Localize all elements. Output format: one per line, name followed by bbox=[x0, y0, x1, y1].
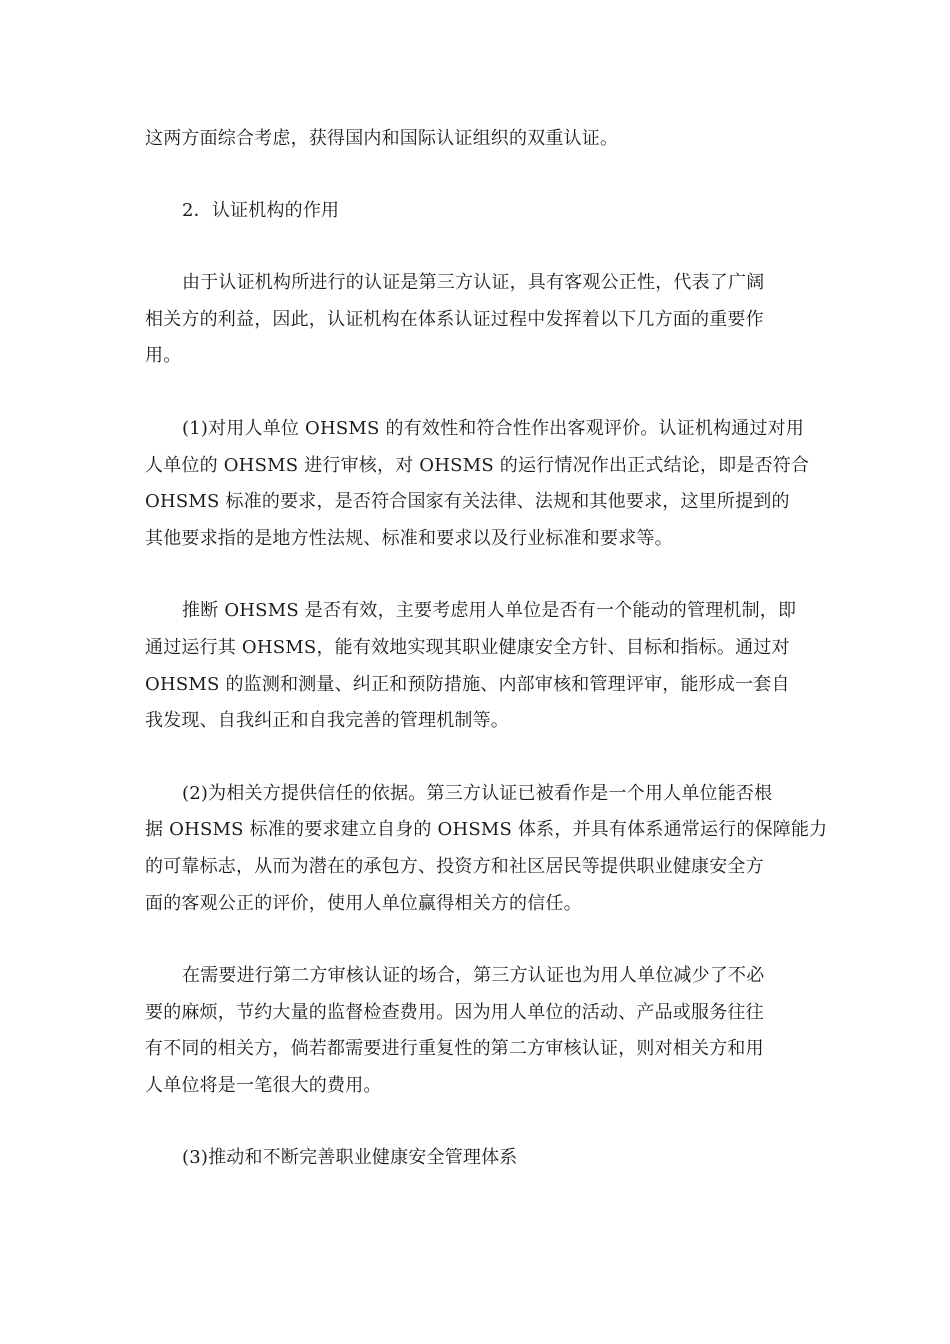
text-line: 有不同的相关方，倘若都需要进行重复性的第二方审核认证，则对相关方和用 bbox=[145, 1038, 764, 1059]
text-line: 用。 bbox=[145, 345, 182, 366]
text-line: 要的麻烦，节约大量的监督检查费用。因为用人单位的活动、产品或服务往往 bbox=[145, 1002, 764, 1023]
text-line: 的可靠标志，从而为潜在的承包方、投资方和社区居民等提供职业健康安全方 bbox=[145, 856, 764, 877]
text-line: 推断 OHSMS 是否有效，主要考虑用人单位是否有一个能动的管理机制，即 bbox=[182, 600, 797, 621]
text-line: 这两方面综合考虑，获得国内和国际认证组织的双重认证。 bbox=[145, 128, 619, 149]
section-heading: (3)推动和不断完善职业健康安全管理体系 bbox=[182, 1147, 518, 1168]
text-line: 人单位将是一笔很大的费用。 bbox=[145, 1075, 382, 1096]
text-line: 我发现、自我纠正和自我完善的管理机制等。 bbox=[145, 710, 509, 731]
text-line: 由于认证机构所进行的认证是第三方认证，具有客观公正性，代表了广阔 bbox=[182, 272, 765, 293]
text-line: 在需要进行第二方审核认证的场合，第三方认证也为用人单位减少了不必 bbox=[182, 965, 765, 986]
text-line: 相关方的利益，因此，认证机构在体系认证过程中发挥着以下几方面的重要作 bbox=[145, 309, 764, 330]
text-line: 其他要求指的是地方性法规、标准和要求以及行业标准和要求等。 bbox=[145, 528, 673, 549]
text-line: (2)为相关方提供信任的依据。第三方认证已被看作是一个用人单位能否根 bbox=[182, 783, 773, 804]
text-line: OHSMS 标准的要求，是否符合国家有关法律、法规和其他要求，这里所提到的 bbox=[145, 491, 790, 512]
text-line: 通过运行其 OHSMS，能有效地实现其职业健康安全方针、目标和指标。通过对 bbox=[145, 637, 790, 658]
text-line: 面的客观公正的评价，使用人单位赢得相关方的信任。 bbox=[145, 893, 582, 914]
text-line: 人单位的 OHSMS 进行审核，对 OHSMS 的运行情况作出正式结论，即是否符合 bbox=[145, 455, 810, 476]
section-heading: 2．认证机构的作用 bbox=[182, 200, 340, 221]
text-line: 据 OHSMS 标准的要求建立自身的 OHSMS 体系，并具有体系通常运行的保障能力 bbox=[145, 819, 828, 840]
text-line: (1)对用人单位 OHSMS 的有效性和符合性作出客观评价。认证机构通过对用 bbox=[182, 418, 805, 439]
text-line: OHSMS 的监测和测量、纠正和预防措施、内部审核和管理评审，能形成一套自 bbox=[145, 674, 790, 695]
